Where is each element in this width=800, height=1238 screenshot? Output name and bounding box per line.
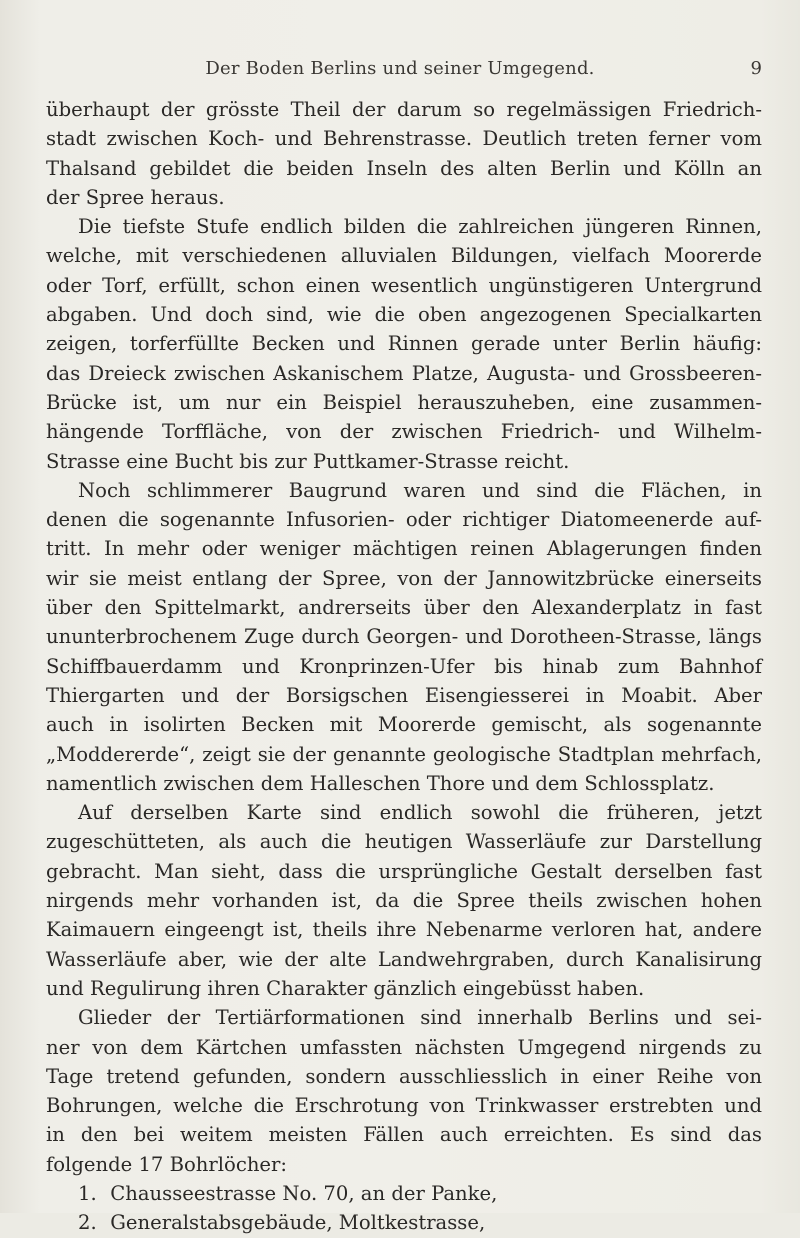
text-line: Schiffbauerdamm und Kronprinzen-Ufer bis hinab zum Bahnhof — [46, 654, 762, 678]
text-line: gebracht. Man sieht, dass die ursprüngliche Gestalt derselben fast — [46, 859, 762, 883]
text-line: zeigen, torferfüllte Becken und Rinnen gerade unter Berlin häufig: — [46, 332, 762, 356]
paragraph — [46, 1003, 762, 1179]
running-title: Der Boden Berlins und seiner Umgegend. — [205, 58, 595, 79]
text-line: hängende Torffläche, von der zwischen Friedrich- und Wilhelm- — [46, 420, 762, 444]
text-line: welche, mit verschiedenen alluvialen Bildungen, vielfach Moorerde — [46, 244, 762, 268]
text-line: Wasserläufe aber, wie der alte Landwehrgraben, durch Kanalisirung — [46, 947, 762, 971]
text-line: in den bei weitem meisten Fällen auch erreichten. Es sind das — [46, 1123, 762, 1147]
text-line: namentlich zwischen dem Halleschen Thore und dem Schlossplatz. — [46, 771, 715, 795]
text-line: wir sie meist entlang der Spree, von der Jannowitzbrücke einerseits — [46, 566, 762, 590]
paragraph — [46, 798, 762, 1003]
list-item — [46, 1179, 762, 1208]
text-line: abgaben. Und doch sind, wie die oben angezogenen Specialkarten — [46, 303, 762, 327]
text-line: Thalsand gebildet die beiden Inseln des alten Berlin und Kölln an — [46, 156, 762, 180]
text-line: zugeschütteten, als auch die heutigen Wasserläufe zur Darstellung — [46, 830, 762, 854]
text-line: auch in isolirten Becken mit Moorerde gemischt, als sogenannte — [46, 713, 762, 737]
text-line: über den Spittelmarkt, andrerseits über den Alexanderplatz in fast — [46, 596, 762, 620]
text-line: Die tiefste Stufe endlich bilden die zahlreichen jüngeren Rinnen, — [78, 215, 762, 239]
text-line: Strasse eine Bucht bis zur Puttkamer-Strasse reicht. — [46, 449, 570, 473]
text-line: „Moddererde“, zeigt sie der genannte geologische Stadtplan mehrfach, — [46, 742, 762, 766]
list-item-number: 1. — [78, 1181, 97, 1205]
borehole-list — [46, 1179, 762, 1238]
text-line: überhaupt der grösste Theil der darum so regelmässigen Friedrich- — [46, 98, 762, 121]
body-text — [46, 95, 762, 1238]
text-line: Brücke ist, um nur ein Beispiel herauszuheben, eine zusammen- — [46, 390, 762, 414]
text-line: der Spree heraus. — [46, 185, 225, 209]
page-number: 9 — [750, 58, 762, 79]
text-line: nirgends mehr vorhanden ist, da die Spree theils zwischen hohen — [46, 889, 762, 913]
text-line: das Dreieck zwischen Askanischem Platze, Augusta- und Grossbeeren- — [46, 361, 762, 385]
text-line: Kaimauern eingeengt ist, theils ihre Nebenarme verloren hat, andere — [46, 918, 762, 942]
paragraph — [46, 476, 762, 798]
page-header — [0, 58, 800, 88]
list-item-number: 2. — [78, 1211, 97, 1235]
paragraph — [46, 95, 762, 212]
list-item-text: Generalstabsgebäude, Moltkestrasse, — [110, 1211, 486, 1235]
text-line: denen die sogenannte Infusorien- oder richtiger Diatomeenerde auf- — [46, 508, 762, 532]
text-line: tritt. In mehr oder weniger mächtigen reinen Ablagerungen finden — [46, 537, 762, 561]
paragraph — [46, 212, 762, 476]
text-line: ununterbrochenem Zuge durch Georgen- und Dorotheen-Strasse, längs — [46, 625, 762, 649]
list-item-text: Chausseestrasse No. 70, an der Panke, — [110, 1181, 498, 1205]
text-line: und Regulirung ihren Charakter gänzlich eingebüsst haben. — [46, 976, 645, 1000]
text-line: Thiergarten und der Borsigschen Eisengiesserei in Moabit. Aber — [46, 683, 762, 707]
text-line: ner von dem Kärtchen umfassten nächsten Umgegend nirgends zu — [46, 1035, 762, 1059]
text-line: stadt zwischen Koch- und Behrenstrasse. Deutlich treten ferner vom — [46, 127, 762, 151]
text-line: Bohrungen, welche die Erschrotung von Trinkwasser erstrebten und — [46, 1094, 762, 1118]
text-line: Tage tretend gefunden, sondern ausschliesslich in einer Reihe von — [46, 1064, 762, 1088]
text-line: folgende 17 Bohrlöcher: — [46, 1152, 287, 1176]
text-line: Auf derselben Karte sind endlich sowohl die früheren, jetzt — [78, 801, 762, 825]
text-line: Glieder der Tertiärformationen sind innerhalb Berlins und sei- — [78, 1006, 762, 1030]
text-line: oder Torf, erfüllt, schon einen wesentlich ungünstigeren Untergrund — [46, 273, 762, 297]
text-line: Noch schlimmerer Baugrund waren und sind die Flächen, in — [78, 478, 762, 502]
